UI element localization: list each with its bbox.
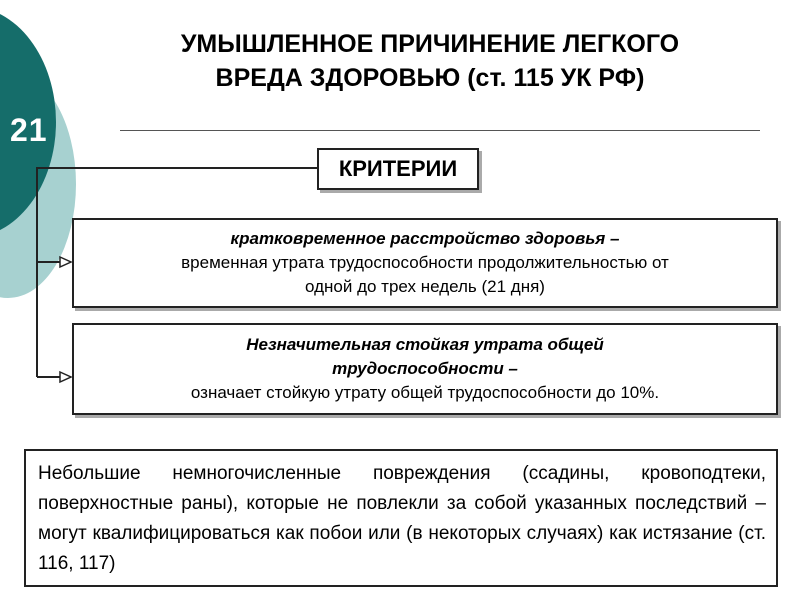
arrow-head-2 [60, 372, 71, 382]
criteria-heading-box [317, 148, 479, 190]
note-text: Небольшие немногочисленные повреждения (ссадины, кровоподтеки, поверхностные раны), которые не повлекли за собой указанных последствий – могут квалифицироваться как побои или (в некоторых случаях) как истязание (ст. 116, 117) [38, 463, 766, 574]
criterion-box-short-term [72, 218, 778, 308]
criteria-heading: КРИТЕРИИ [338, 156, 458, 181]
slide-number: 21 [10, 112, 48, 148]
note-box [24, 449, 778, 587]
slide-title: УМЫШЛЕННОЕ ПРИЧИНЕНИЕ ЛЕГКОГО ВРЕДА ЗДОРОВЬЮ (ст. 115 УК РФ) [180, 30, 680, 92]
criterion-box-permanent-loss [72, 323, 778, 415]
criterion-title: Незначительная стойкая утрата общей трудоспособности – [246, 335, 604, 378]
criterion-title: кратковременное расстройство здоровья – [230, 229, 620, 248]
criterion-description: означает стойкую утрату общей трудоспособности до 10%. [190, 383, 660, 402]
criterion-description: временная утрата трудоспособности продолжительностью от одной до трех недель (21 дня) [181, 253, 669, 296]
arrow-head-1 [60, 257, 71, 267]
